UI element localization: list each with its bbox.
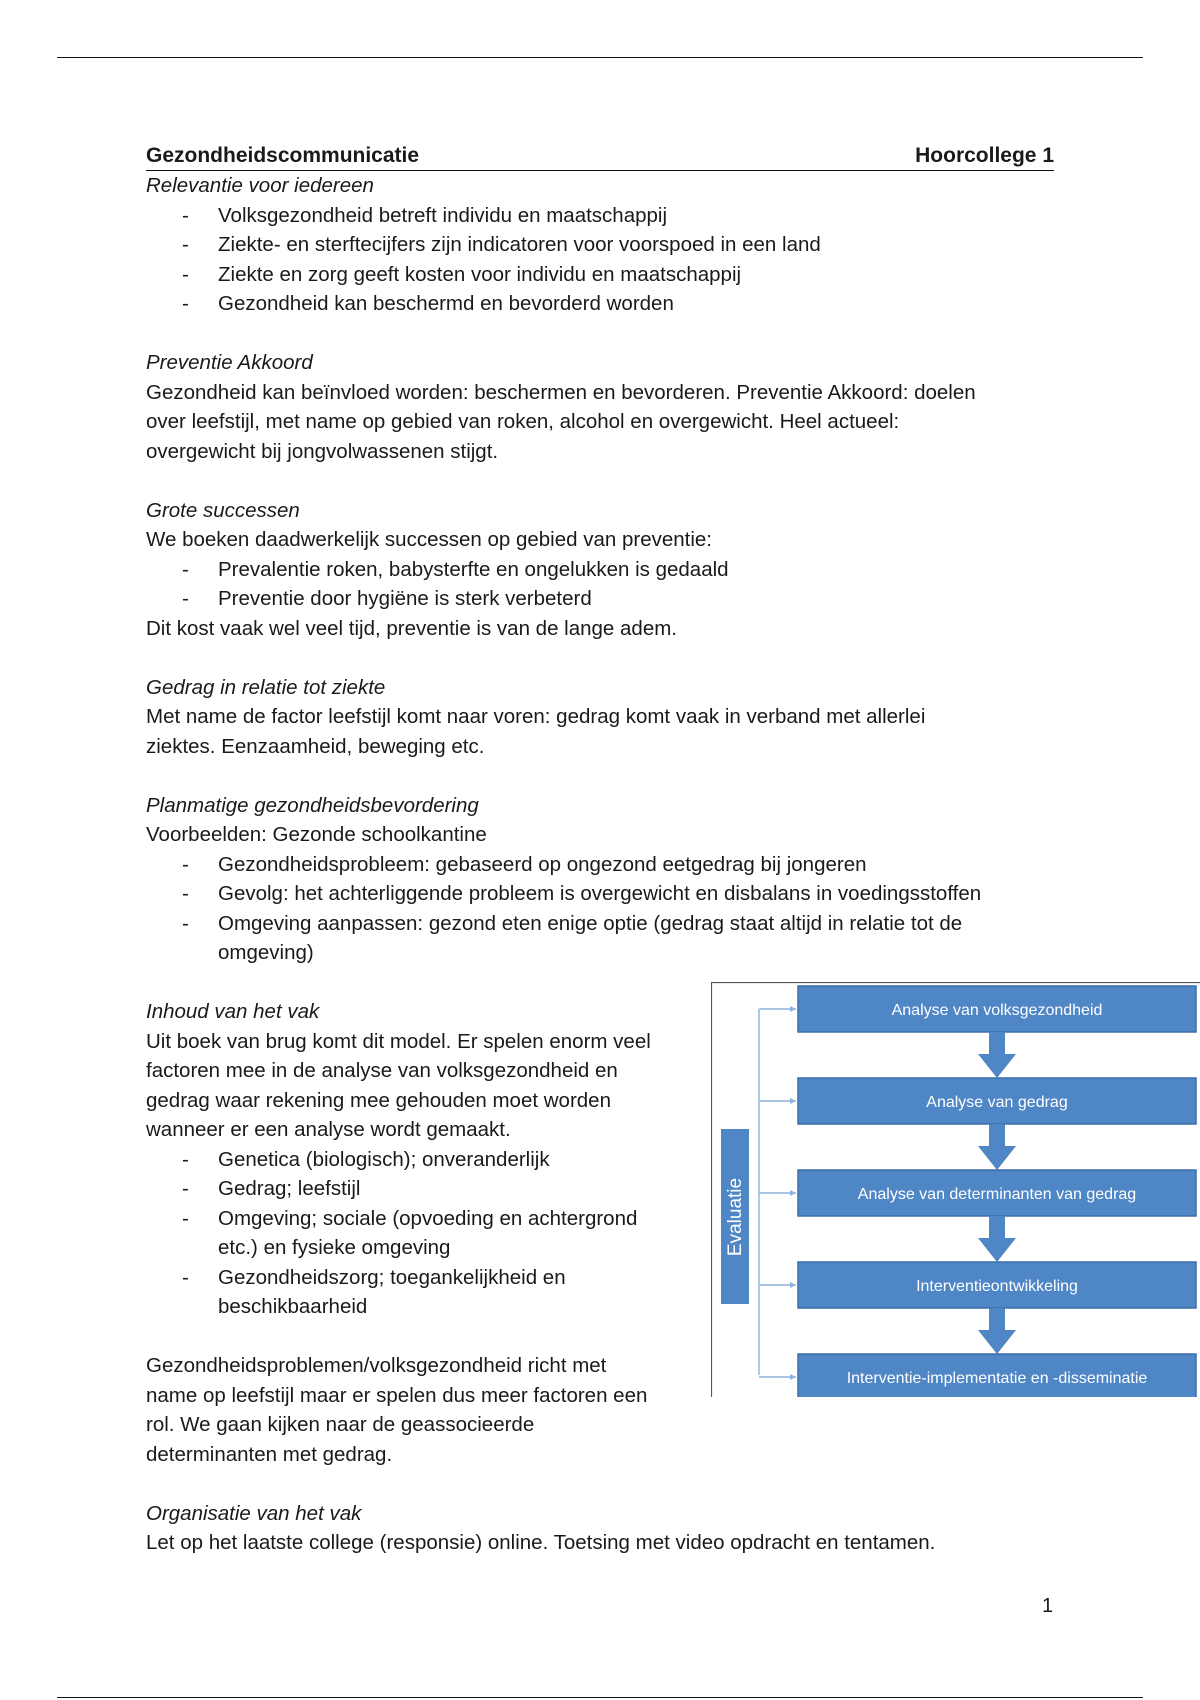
paragraph-line: wanneer er een analyse wordt gemaakt. [146,1118,511,1141]
list-item: - Omgeving aanpassen: gezond eten enige optie (gedrag staat altijd in relatie tot de omgeving) [182,911,963,964]
paragraph-line: name op leefstijl maar er spelen dus meer factoren een [146,1383,648,1407]
step-label: Interventieontwikkeling [916,1278,1078,1295]
section-heading: Organisatie van het vak [146,1501,362,1525]
paragraph-line: We boeken daadwerkelijk successen op gebied van preventie: [146,528,713,551]
flow-diagram [711,982,1200,1397]
down-arrow [978,1216,1016,1262]
section-heading: Grote successen [146,498,300,522]
document-header [146,142,1054,171]
paragraph-line: Gezondheid kan beïnvloed worden: beschermen en bevorderen. Preventie Akkoord: doelen [146,380,976,404]
step-label: Analyse van gedrag [926,1094,1068,1111]
steps-layer [759,986,1196,1397]
down-arrow [978,1124,1016,1170]
list-item: - Gezondheidsprobleem: gebaseerd op ongezond eetgedrag bij jongeren [182,852,867,876]
section-heading: Preventie Akkoord [146,351,313,374]
list-item: - Volksgezondheid betreft individu en maatschappij [182,203,668,227]
document-title: Gezondheidscommunicatie [146,144,420,167]
paragraph-line: determinanten met gedrag. [146,1442,393,1466]
list-item: - Prevalentie roken, babysterfte en ongelukken is gedaald [182,557,729,581]
paragraph-line: overgewicht bij jongvolwassenen stijgt. [146,439,499,463]
list-item: - Preventie door hygiëne is sterk verbeterd [182,587,592,610]
section-heading: Inhoud van het vak [146,1000,320,1023]
paragraph-line: rol. We gaan kijken naar de geassocieerde [146,1413,535,1436]
list-item: - Ziekte en zorg geeft kosten voor individu en maatschappij [182,262,742,286]
list-item: - Gezondheidszorg; toegankelijkheid en beschikbaarheid [182,1265,566,1318]
list-item: - Gevolg: het achterliggende probleem is overgewicht en disbalans in voedingsstoffen [182,882,982,905]
paragraph-line: gedrag waar rekening mee gehouden moet worden [146,1088,611,1112]
paragraph-line: factoren mee in de analyse van volksgezondheid en [146,1059,618,1082]
list-item: - Omgeving; sociale (opvoeding en achtergrond etc.) en fysieke omgeving [182,1206,638,1259]
step-label: Analyse van volksgezondheid [891,1002,1103,1019]
paragraph-line: over leefstijl, met name op gebied van roken, alcohol en overgewicht. Heel actueel: [146,410,900,433]
page-number: 1 [1042,1595,1054,1617]
paragraph-line: Dit kost vaak wel veel tijd, preventie is van de lange adem. [146,616,677,640]
section-heading: Planmatige gezondheidsbevordering [146,793,479,817]
connector-arrowhead [790,1190,796,1196]
top-rule [57,57,1143,58]
list-item: - Genetica (biologisch); onveranderlijk [182,1147,550,1171]
connector-arrowhead [790,1282,796,1288]
connector-arrowhead [790,1006,796,1012]
list-item: - Ziekte- en sterftecijfers zijn indicatoren voor voorspoed in een land [182,233,821,256]
connector-arrowhead [790,1374,796,1380]
connector-arrowhead [790,1098,796,1104]
list-item: - Gedrag; leefstijl [182,1177,361,1200]
paragraph-line: Voorbeelden: Gezonde schoolkantine [146,823,487,846]
down-arrow [978,1032,1016,1078]
paragraph-line: Gezondheidsproblemen/volksgezondheid richt met [146,1354,607,1377]
evaluation-label: Evaluatie [725,1177,746,1257]
lecture-label: Hoorcollege 1 [915,144,1054,167]
down-arrow [978,1308,1016,1354]
paragraph-line: Uit boek van brug komt dit model. Er spelen enorm veel [146,1029,651,1053]
section-heading: Gedrag in relatie tot ziekte [146,675,386,699]
paragraph-line: Met name de factor leefstijl komt naar voren: gedrag komt vaak in verband met allerlei [146,705,926,728]
bottom-rule [57,1697,1143,1698]
paragraph-line: Let op het laatste college (responsie) online. Toetsing met video opdracht en tentamen. [146,1531,936,1554]
step-label: Analyse van determinanten van gedrag [857,1186,1137,1203]
paragraph-line: ziektes. Eenzaamheid, beweging etc. [146,734,485,758]
step-label: Interventie-implementatie en -disseminatie [846,1370,1148,1387]
list-item: - Gezondheid kan beschermd en bevorderd worden [182,292,674,315]
section-heading: Relevantie voor iedereen [146,174,374,197]
